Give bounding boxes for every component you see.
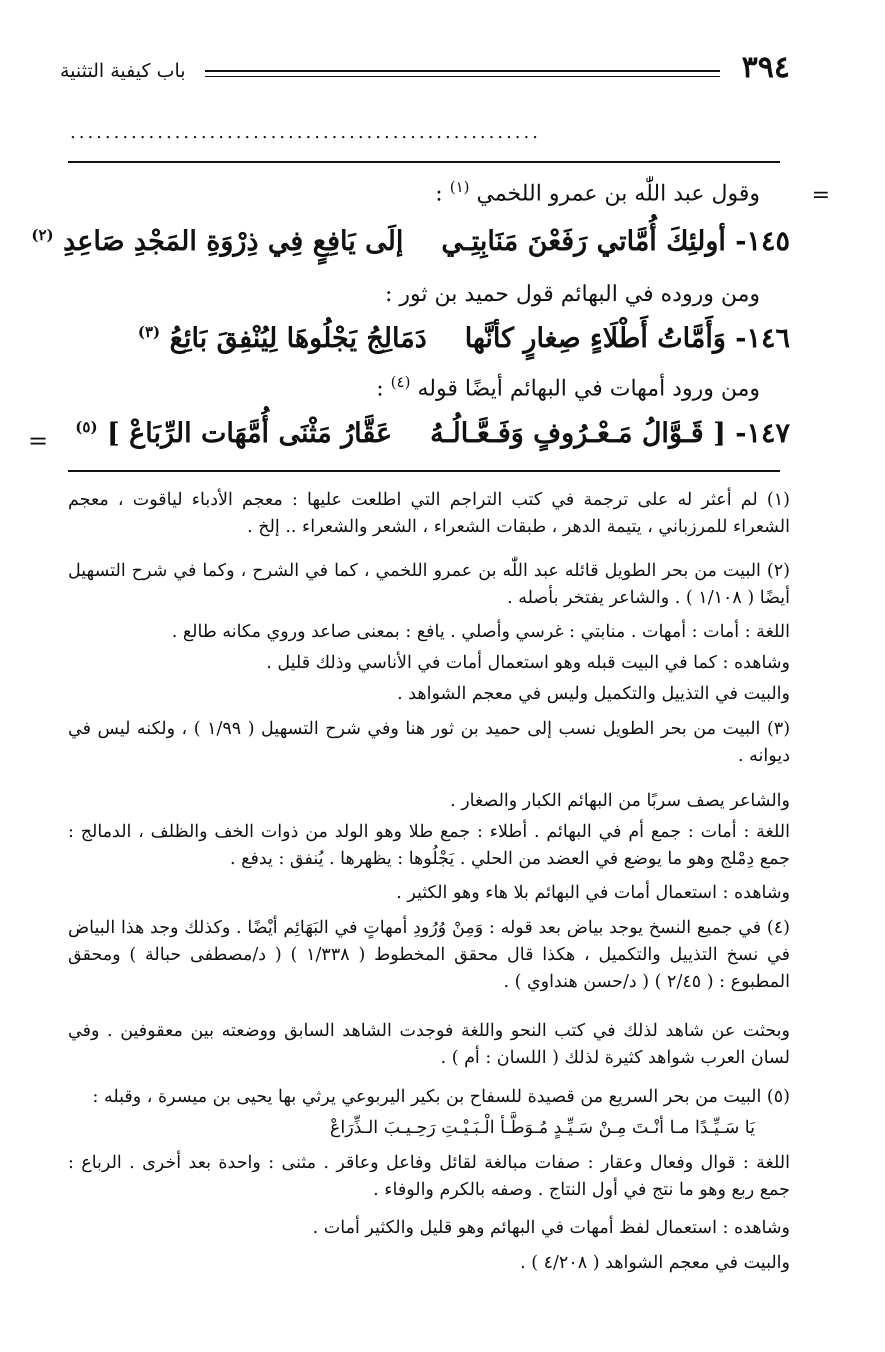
footnote-3-lexicon: اللغة : أمات : جمع أم في البهائم . أطلاء : جمع طلا وهو الولد من ذوات الخف والظلف ، الدمالج : جمع دِمْلج وهو ما يوضع في العضد من الحلي . يَجْلُوها : يظهرها . يُنفق : يدفع . [68,822,790,869]
intro-line-1: وقول عبد اللّٰه بن عمرو اللخمي $^{(١)}$ : [435,178,760,207]
continuation-mark-end: = [28,427,49,455]
verse-hemistich-second: دَمَالِجُ يَجْلُوهَا لِيُنْفِقَ بَائِعُ [169,323,427,354]
footnote-5-evidence: وشاهده : استعمال لفظ أمهات في البهائم وهو قليل والكثير أمات . [312,1218,790,1238]
verse-145 [31,226,790,257]
footnote-2: (٢) البيت من بحر الطويل قائله عبد اللّٰه بن عمرو اللخمي ، كما في الشرح ، وكما في شرح التسهيل أيضًا ( ١/١٠٨ ) . والشاعر يفتخر بأصله . [68,561,790,608]
footnote-3-description: والشاعر يصف سربًا من البهائم الكبار والصغار . [450,791,790,811]
verse-146 [138,323,790,354]
intro-line-3: ومن ورود أمهات في البهائم أيضًا قوله $^{(٤)}$ : [376,373,760,402]
page-number: ٣٩٤ [741,50,790,85]
footnote-ref: (٥) [75,418,98,436]
footnote-ref: (٢) [31,226,54,244]
footnote-4: (٤) في جميع النسخ يوجد بياض بعد قوله : وَمِنْ وُرُودِ أمهاتٍ في البَهَائِم أيْضًا . وكذلك وجد هذا البياض في نسخ التذييل والتكميل ، هكذا قال محقق المخطوط ( ١/٣٣٨ ) ( د/مصطفى حبالة ) ومحقق المطبوع : ( ٢/٤٥ ) ( د/حسن هنداوي ) . [68,918,790,992]
footnote-1: (١) لم أعثر له على ترجمة في كتب التراجم التي اطلعت عليها : معجم الأدباء لياقوت ، معجم الشعراء للمرزباني ، يتيمة الدهر ، طبقات الشعراء ، الشعر والشعراء .. إلخ . [68,490,790,537]
verse-hemistich-second: عَقَّارُ مَثْنَى أُمَّهَات الرِّبَاعْ ] [106,418,393,449]
verse-hemistich-first: ١٤٥- أولئِكَ أُمَّاتي رَفَعْنَ مَنَابِتِـي [441,226,790,257]
footnote-ref: (٤) [390,373,411,391]
footnote-5-lexicon: اللغة : قوال وفعال وعقار : صفات مبالغة لقائل وفاعل وعاقر . مثنى : واحدة بعد أخرى . الرباع : جمع ربع وهو ما نتج في أول النتاج . وصفه بالكرم والوفاء . [68,1153,790,1200]
verse-147 [75,418,790,449]
header-rule [205,70,720,72]
footnote-ref: (٣) [137,323,161,341]
footnote-5: (٥) البيت من بحر السريع من قصيدة للسفاح بن بكير اليربوعي يرثي بها يحيى بن ميسرة ، وقبله : [92,1087,790,1107]
footnote-2-lexicon: اللغة : أمات : أمهات . منابتي : غرسي وأصلي . يافع : بمعنى صاعد وروي مكانه طالع . [171,622,790,642]
chapter-title: باب كيفية التثنية [60,60,186,82]
footnote-3-evidence: وشاهده : استعمال أمات في البهائم بلا هاء وهو الكثير . [396,883,790,903]
footnote-2-evidence: وشاهده : كما في البيت قبله وهو استعمال أمات في الأناسي وذلك قليل . [266,653,790,673]
intro-text: وقول عبد اللّٰه بن عمرو اللخمي [476,181,760,207]
header-rule-thin [205,76,720,77]
footnote-separator-rule [68,470,780,472]
continuation-mark-start: = [811,183,830,208]
section-rule [68,161,780,163]
footnote-3: (٣) البيت من بحر الطويل نسب إلى حميد بن ثور هنا وفي شرح التسهيل ( ١/٩٩ ) ، ولكنه ليس في ديوانه . [68,719,791,766]
intro-text: ومن ورود أمهات في البهائم أيضًا قوله [417,376,760,402]
verse-hemistich-first: ١٤٦- وَأَمَّاتُ أَطْلَاءٍ صِغارٍ كأنَّها [464,323,790,354]
footnote-5-source: والبيت في معجم الشواهد ( ٤/٢٠٨ ) . [520,1253,790,1273]
footnote-ref: (١) [449,178,470,196]
verse-hemistich-first: ١٤٧- [ قَـوَّالُ مَـعْـرُوفٍ وَفَـعَّـالُـهُ [430,418,790,449]
separator-dots: ...................................................... [70,122,541,143]
footnote-5-preceding-verse: يَا سَـيِّـدًا مـا أنْـتَ مِـنْ سَـيِّـدٍ مُـوَطَّـأ الْـبَـيْـتِ رَحِـيـبَ الـذِّرَاعْ [329,1118,755,1138]
verse-hemistich-second: إلَى يَافِعٍ فِي ذِرْوَةِ المَجْدِ صَاعِدِ [63,226,404,257]
footnote-2-source: والبيت في التذييل والتكميل وليس في معجم الشواهد . [397,684,790,704]
footnote-4-research: وبحثت عن شاهد لذلك في كتب النحو واللغة فوجدت الشاهد السابق ووضعته بين معقوفين . وفي لسان العرب شواهد كثيرة لذلك ( اللسان : أم ) . [68,1021,790,1068]
intro-line-2: ومن وروده في البهائم قول حميد بن ثور : [385,282,760,307]
